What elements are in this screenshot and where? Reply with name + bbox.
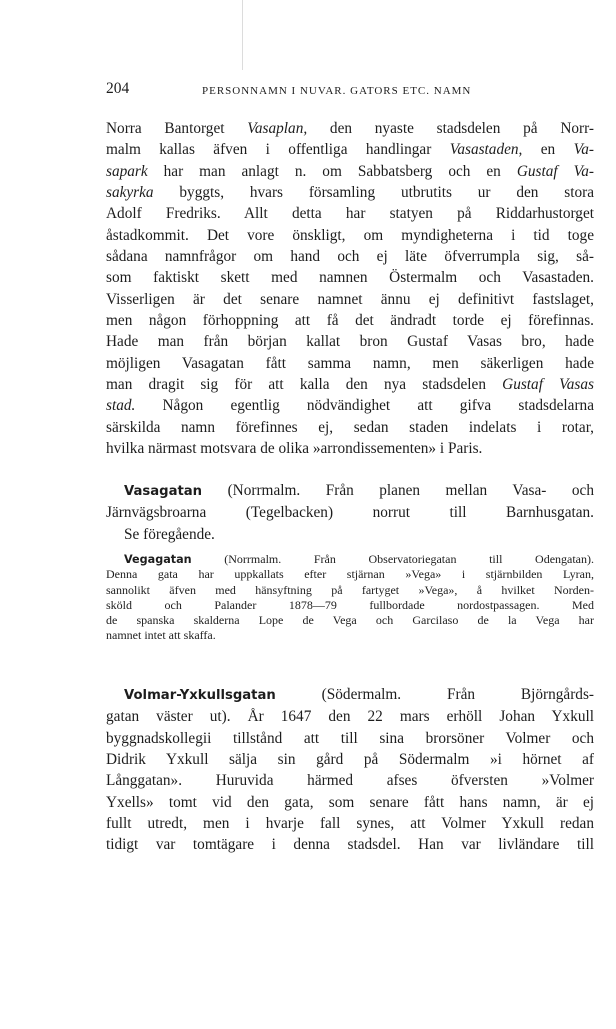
text-run: hvilka närmast motsvara de olika »arrondissementen» i Paris. [106,440,483,458]
text-line [106,246,594,267]
text-line [106,182,594,203]
italic-term: stad. [106,397,136,415]
text-line [106,438,594,459]
text-run: Norra Bantorget [106,120,248,137]
text-line [106,567,594,582]
text-run: sannolikt äfven med hänsyftning på fartyget »Vega», å hvilket Norden- [106,582,594,597]
text-run: Se föregående. [124,525,215,543]
italic-term: Gustaf Va- [516,162,595,180]
text-line [106,331,594,352]
text-line [106,613,594,628]
text-run: Långgatan». Huruvida härmed afses öfversten »Volmer [106,772,594,790]
text-line [106,480,594,502]
text-run: åstadkommit. Det vore önskligt, om myndigheterna i tid toge [106,226,594,244]
text-line [106,267,594,288]
text-run: man dragit sig för att kalla den nya stadsdelen [106,376,503,394]
text-run: byggts, hvars församling utbrutits ur den stora [153,184,594,202]
text-run: Någon egentlig nödvändighet att gifva stadsdelarna [135,397,594,415]
text-run: Järnvägsbroarna (Tegelbacken) norrut till Barnhusgatan. [106,504,594,522]
text-run: Hade man från början kallat bron Gustaf Vasas bro, hade [106,333,594,351]
text-run: tidigt var tomtägare i denna stadsdel. Han var livländare till [106,836,594,854]
text-run: Denna gata har uppkallats efter stjärnan »Vega» i stjärnbilden Lyran, [106,567,594,582]
entry-volmar-yxkullsgatan [106,684,594,856]
text-run: gatan väster ut). År 1647 den 22 mars erhöll Johan Yxkull [106,708,594,726]
text-run: en [522,141,574,159]
text-line [106,118,594,139]
italic-term: Vasastaden, [449,141,523,159]
text-run: (Norrmalm. Från planen mellan Vasa- och [202,482,594,499]
page-header [106,76,516,100]
text-run: men någon förhoppning att få det ändradt torde ej förefinnas. [106,312,594,330]
paragraph-vasastaden [106,118,594,460]
text-line [106,289,594,310]
text-line [106,417,594,438]
text-line [106,353,594,374]
text-run: sköld och Palander 1878—79 fullbordade nordostpassagen. Med [106,597,594,612]
text-line [106,770,594,791]
text-run: Didrik Yxkull sälja sin gård på Södermalm »i hörnet af [106,751,594,769]
entry-vasagatan [106,480,594,545]
italic-term: Va- [573,141,594,159]
text-run: namnet intet att skaffa. [106,628,216,643]
text-line [106,834,594,855]
text-line [106,583,594,598]
text-line [106,728,594,749]
text-line [106,225,594,246]
text-line [106,552,594,567]
text-line [106,374,594,395]
text-run: Adolf Fredriks. Allt detta har statyen på Riddarhustorget [106,205,594,223]
text-run: fullt utredt, men i hvarje fall synes, att Volmer Yxkull redan [106,815,594,833]
text-run: (Södermalm. Från Björngårds- [275,686,594,703]
text-line [106,139,594,160]
running-title: PERSONNAMN I NUVAR. GATORS ETC. NAMN [202,85,472,97]
text-run: har man anlagt n. om Sabbatsberg och en [147,162,517,180]
text-line [106,628,594,643]
italic-term: Vasaplan, [247,120,308,137]
text-line [106,792,594,813]
text-run: möjligen Vasagatan fått samma namn, men säkerligen hade [106,354,594,372]
text-line [106,161,594,182]
text-run: (Norrmalm. Från Observatoriegatan till Odengatan). [191,552,594,566]
text-run: byggnadskollegii tillstånd att till sina brorsöner Volmer och [106,729,594,747]
entry-headword: Volmar-Yxkullsgatan [124,688,276,703]
text-line [106,395,594,416]
text-run: den nyaste stadsdelen på Norr- [307,120,594,137]
italic-term: sapark [106,162,148,180]
text-line [106,524,594,545]
text-run: Visserligen är det senare namnet ännu ej definitivt fastslaget, [106,290,594,308]
text-line [106,813,594,834]
page-number: 204 [106,80,130,97]
text-line [106,203,594,224]
page-crease [242,0,243,70]
entry-vegagatan [106,552,594,644]
text-line [106,502,594,523]
text-run: sådana namnfrågor om hand och ej läte öfverrumpla sig, så- [106,248,594,266]
entry-headword: Vegagatan [124,553,192,566]
text-line [106,684,594,706]
text-run: särskilda namn förefinnes ej, sedan staden indelats i rotar, [106,418,594,436]
italic-term: Gustaf Vasas [502,376,594,394]
text-run: malm kallas äfven i offentliga handlingar [106,141,450,159]
text-line [106,598,594,613]
text-run: de spanska skalderna Lope de Vega och Garcilaso de la Vega har [106,613,594,628]
entry-headword: Vasagatan [124,484,203,499]
italic-term: sakyrka [106,184,154,202]
text-line [106,706,594,727]
text-line [106,310,594,331]
text-line [106,749,594,770]
text-run: Yxells» tomt vid den gata, som senare fått hans namn, är ej [106,793,594,811]
text-run: som faktiskt skett med namnen Östermalm och Vasastaden. [106,269,594,287]
